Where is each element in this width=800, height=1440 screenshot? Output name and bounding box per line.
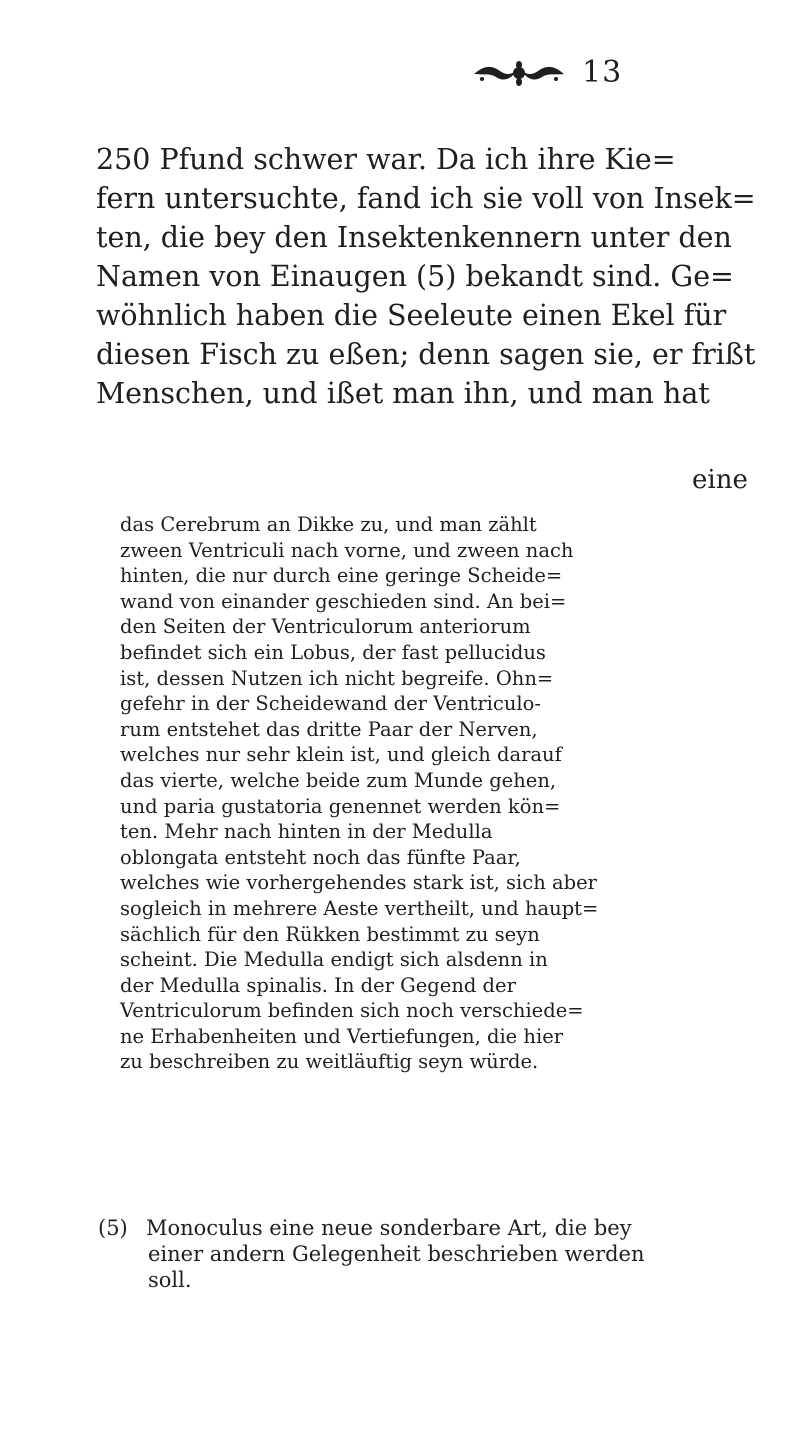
page-header [470,55,640,95]
footnote-line: gefehr in der Scheidewand der Ventriculo- [120,692,541,716]
footnote-line: welches nur sehr klein ist, und gleich darauf [120,743,562,767]
footnote-line: sogleich in mehrere Aeste vertheilt, und haupt= [120,896,599,920]
footnote-line: Ventriculorum befinden sich noch verschiede= [120,999,584,1023]
footnote-line: zu beschreiben zu weitläuftig seyn würde. [120,1050,539,1074]
footnote-line: ten. Mehr nach hinten in der Medulla [120,820,493,844]
footnote-line: soll. [148,1268,192,1292]
footnote-line: das Cerebrum an Dikke zu, und man zählt [120,513,537,536]
footnote-line: das vierte, welche beide zum Munde gehen, [120,768,557,792]
text-line: 250 Pfund schwer war. Da ich ihre Kie= [96,143,676,176]
text-line: diesen Fisch zu eßen; denn sagen sie, er frißt [96,338,756,371]
footnote-line: und paria gustatoria genennet werden kön= [120,794,561,818]
page-number: 13 [582,55,623,90]
footnote-line: rum entstehet das dritte Paar der Nerven, [120,717,538,741]
footnote-continuation [120,512,760,1075]
footnote-line: Monoculus eine neue sonderbare Art, die bey [146,1216,632,1240]
text-line: Menschen, und ißet man ihn, und man hat [96,377,710,410]
footnote-line: wand von einander geschieden sind. An bei= [120,589,567,613]
footnote-line: oblongata entsteht noch das fünfte Paar, [120,845,521,869]
footnote-line: sächlich für den Rükken bestimmt zu seyn [120,922,540,946]
footnote-line: ist, dessen Nutzen ich nicht begreife. Ohn= [120,666,554,690]
footnote-line: den Seiten der Ventriculorum anteriorum [120,615,531,639]
text-line: Namen von Einaugen (5) bekandt sind. Ge= [96,260,734,293]
footnote-line: scheint. Die Medulla endigt sich alsdenn in [120,948,548,972]
catchword: eine [692,465,748,495]
footnote-5 [98,1215,768,1293]
footnote-marker: (5) [98,1216,128,1240]
text-line: ten, die bey den Insektenkennern unter den [96,221,732,254]
footnote-line: hinten, die nur durch eine geringe Scheide= [120,564,563,588]
text-line: wöhnlich haben die Seeleute einen Ekel für [96,299,727,332]
footnote-line: welches wie vorhergehendes stark ist, sich aber [120,871,597,895]
text-line: fern untersuchte, fand ich sie voll von Insek= [96,182,756,215]
footnote-line: ne Erhabenheiten und Vertiefungen, die hier [120,1024,564,1048]
fleuron-ornament-icon [470,61,568,87]
footnote-line: zween Ventriculi nach vorne, und zween nach [120,538,574,562]
footnote-line: befindet sich ein Lobus, der fast pellucidus [120,640,546,664]
footnote-line: der Medulla spinalis. In der Gegend der [120,973,516,997]
footnote-line: einer andern Gelegenheit beschrieben werden [148,1242,645,1266]
main-text-block [96,140,756,413]
